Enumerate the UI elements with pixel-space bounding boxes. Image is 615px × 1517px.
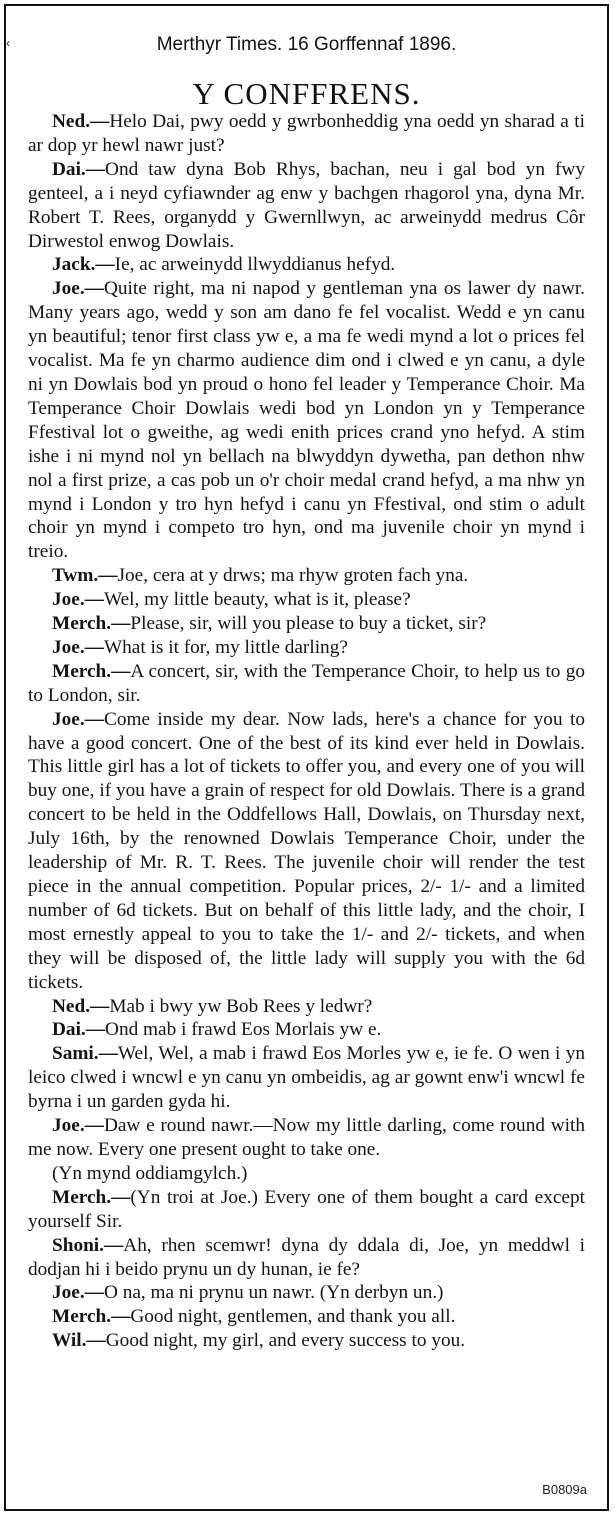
paragraph-text: Ie, ac arweinydd llwyddianus hefyd. [114, 254, 396, 276]
speaker-name: Joe.— [52, 636, 104, 658]
dialogue-paragraph [28, 277, 585, 564]
dialogue-paragraph [28, 1162, 585, 1186]
dialogue-paragraph [28, 1234, 585, 1282]
speaker-name: Ned.— [52, 111, 110, 132]
paragraph-text: O na, ma ni prynu un nawr. (Yn derbyn un.) [103, 1282, 444, 1304]
article-title: Y CONFFRENS. [192, 76, 421, 111]
dialogue-paragraph [28, 1305, 585, 1329]
paragraph-text: Good night, my girl, and every success to you. [105, 1330, 466, 1352]
paragraph-text: What is it for, my little darling? [103, 636, 348, 658]
dialogue-paragraph [28, 158, 585, 254]
speaker-name: Merch.— [52, 613, 131, 635]
source-header: Merthyr Times. 16 Gorffennaf 1896. [156, 34, 457, 55]
paragraph-text: Ond taw dyna Bob Rhys, bachan, neu i gal bod yn fwy genteel, a i neyd cyfiawnder ag enw y bachgen rhagorol yna, dyna Mr. Robert T. Rees, organydd y Gwernllwyn, ac arweinydd medrus Côr Dirwestol enwog Dowlais. [28, 158, 585, 252]
dialogue-paragraph [28, 1114, 585, 1162]
newspaper-clipping [4, 4, 609, 1511]
paragraph-text: (Yn mynd oddiamgylch.) [52, 1162, 248, 1184]
paragraph-text: Quite right, ma ni napod y gentleman yna os lawer dy nawr. Many years ago, wedd y son am dano fe fel vocalist. Wedd e yn canu yn beautiful; tenor first class yw e, a ma fe wedi mynd a lot o prices fel vocalist. Ma fe yn charmo audience dim ond i clwed e yn canu, a dyle ni yn Dowlais bod yn proud o hono fel leader y Temperance Choir. Ma Temperance Choir Dowlais wedi bod yn London yn y Temperance Ffestival lot o gweithe, ag wedi enith prices crand yno hefyd. A stim ishe i ni mynd nol yn bellach na blwyddyn dywetha, pan dethon nhw nol a first prize, a cas pob un o'r choir medal crand hefyd, a ma nhw yn mynd i London y tro hyn hefyd i canu yn Ffestival, ond stim o adult choir yn mynd i competo tro hyn, ond ma juvenile choir yn mynd i treio. [28, 278, 585, 563]
dialogue-paragraph [28, 1042, 585, 1114]
paragraph-text: Good night, gentlemen, and thank you all. [130, 1306, 456, 1328]
speaker-name: Dai.— [52, 1019, 106, 1041]
speaker-name: Shoni.— [52, 1234, 124, 1256]
dialogue-paragraph [28, 1329, 585, 1353]
speaker-name: Dai.— [52, 158, 106, 180]
speaker-name: Joe.— [52, 1282, 104, 1304]
reference-code: B0809a [542, 1482, 587, 1497]
dialogue-paragraph [28, 1186, 585, 1234]
article-body [28, 110, 585, 1353]
dialogue-paragraph [28, 708, 585, 995]
paragraph-text: Mab i bwy yw Bob Rees y ledwr? [109, 995, 373, 1017]
dialogue-paragraph [28, 588, 585, 612]
paragraph-text: Daw e round nawr.—Now my little darling, come round with me now. Every one present ought to take one. [28, 1115, 585, 1160]
speaker-name: Merch.— [52, 1306, 131, 1328]
paragraph-text: Come inside my dear. Now lads, here's a chance for you to have a good concert. One of the best of its kind ever held in Dowlais. This little girl has a lot of tickets to offer you, and every one of you will buy one, if you have a grain of respect for old Dowlais. There is a grand concert to be held in the Oddfellows Hall, Dowlais, on Thursday next, July 16th, by the renowned Dowlais Temperance Choir, under the leadership of Mr. R. T. Rees. The juvenile choir will render the test piece in the annual competition. Popular prices, 2/- 1/- and a limited number of 6d tickets. But on behalf of this little lady, and the choir, I most ernestly appeal to you to take the 1/- and 2/- tickets, and when they will be disposed of, the little lady will supply you with the 6d tickets. [28, 708, 585, 993]
paragraph-text: Helo Dai, pwy oedd y gwrbonheddig yna oedd yn sharad a ti ar dop yr hewl nawr just? [28, 111, 585, 156]
speaker-name: Joe.— [52, 278, 104, 300]
paragraph-text: A concert, sir, with the Temperance Choir, to help us to go to London, sir. [28, 660, 585, 706]
paragraph-text: Please, sir, will you please to buy a ticket, sir? [130, 613, 487, 635]
paragraph-text: Ah, rhen scemwr! dyna dy ddala di, Joe, yn meddwl i dodjan hi i beido prynu un dy hunan, ie fe? [28, 1234, 585, 1280]
speaker-name: Merch.— [52, 1186, 131, 1208]
dialogue-paragraph [28, 612, 585, 636]
paragraph-text: Wel, Wel, a mab i frawd Eos Morles yw e, ie fe. O wen i yn leico clwed i wncwl e yn canu yn ombeidis, ag ar gownt enw'i wncwl fe byrna i un garden gyda hi. [28, 1043, 585, 1113]
speaker-name: Sami.— [52, 1043, 118, 1065]
speaker-name: Wil.— [52, 1330, 106, 1352]
paragraph-text: Ond mab i frawd Eos Morlais yw e. [105, 1019, 382, 1041]
dialogue-paragraph [28, 995, 585, 1019]
dialogue-paragraph [28, 660, 585, 708]
paragraph-text: Joe, cera at y drws; ma rhyw groten fach yna. [117, 565, 469, 587]
dialogue-paragraph [28, 110, 585, 158]
speaker-name: Jack.— [52, 254, 115, 276]
speaker-name: Ned.— [52, 995, 110, 1017]
dialogue-paragraph [28, 253, 585, 277]
speaker-name: Joe.— [52, 589, 104, 611]
speaker-name: Twm.— [52, 565, 118, 587]
dialogue-paragraph [28, 1281, 585, 1305]
dialogue-paragraph [28, 1018, 585, 1042]
paragraph-text: Wel, my little beauty, what is it, please? [103, 589, 411, 611]
edge-mark: ‹ [6, 36, 10, 50]
dialogue-paragraph [28, 564, 585, 588]
speaker-name: Joe.— [52, 708, 104, 730]
speaker-name: Joe.— [52, 1115, 104, 1137]
paragraph-text: (Yn troi at Joe.) Every one of them bought a card except yourself Sir. [28, 1186, 585, 1232]
speaker-name: Merch.— [52, 660, 131, 682]
dialogue-paragraph [28, 636, 585, 660]
